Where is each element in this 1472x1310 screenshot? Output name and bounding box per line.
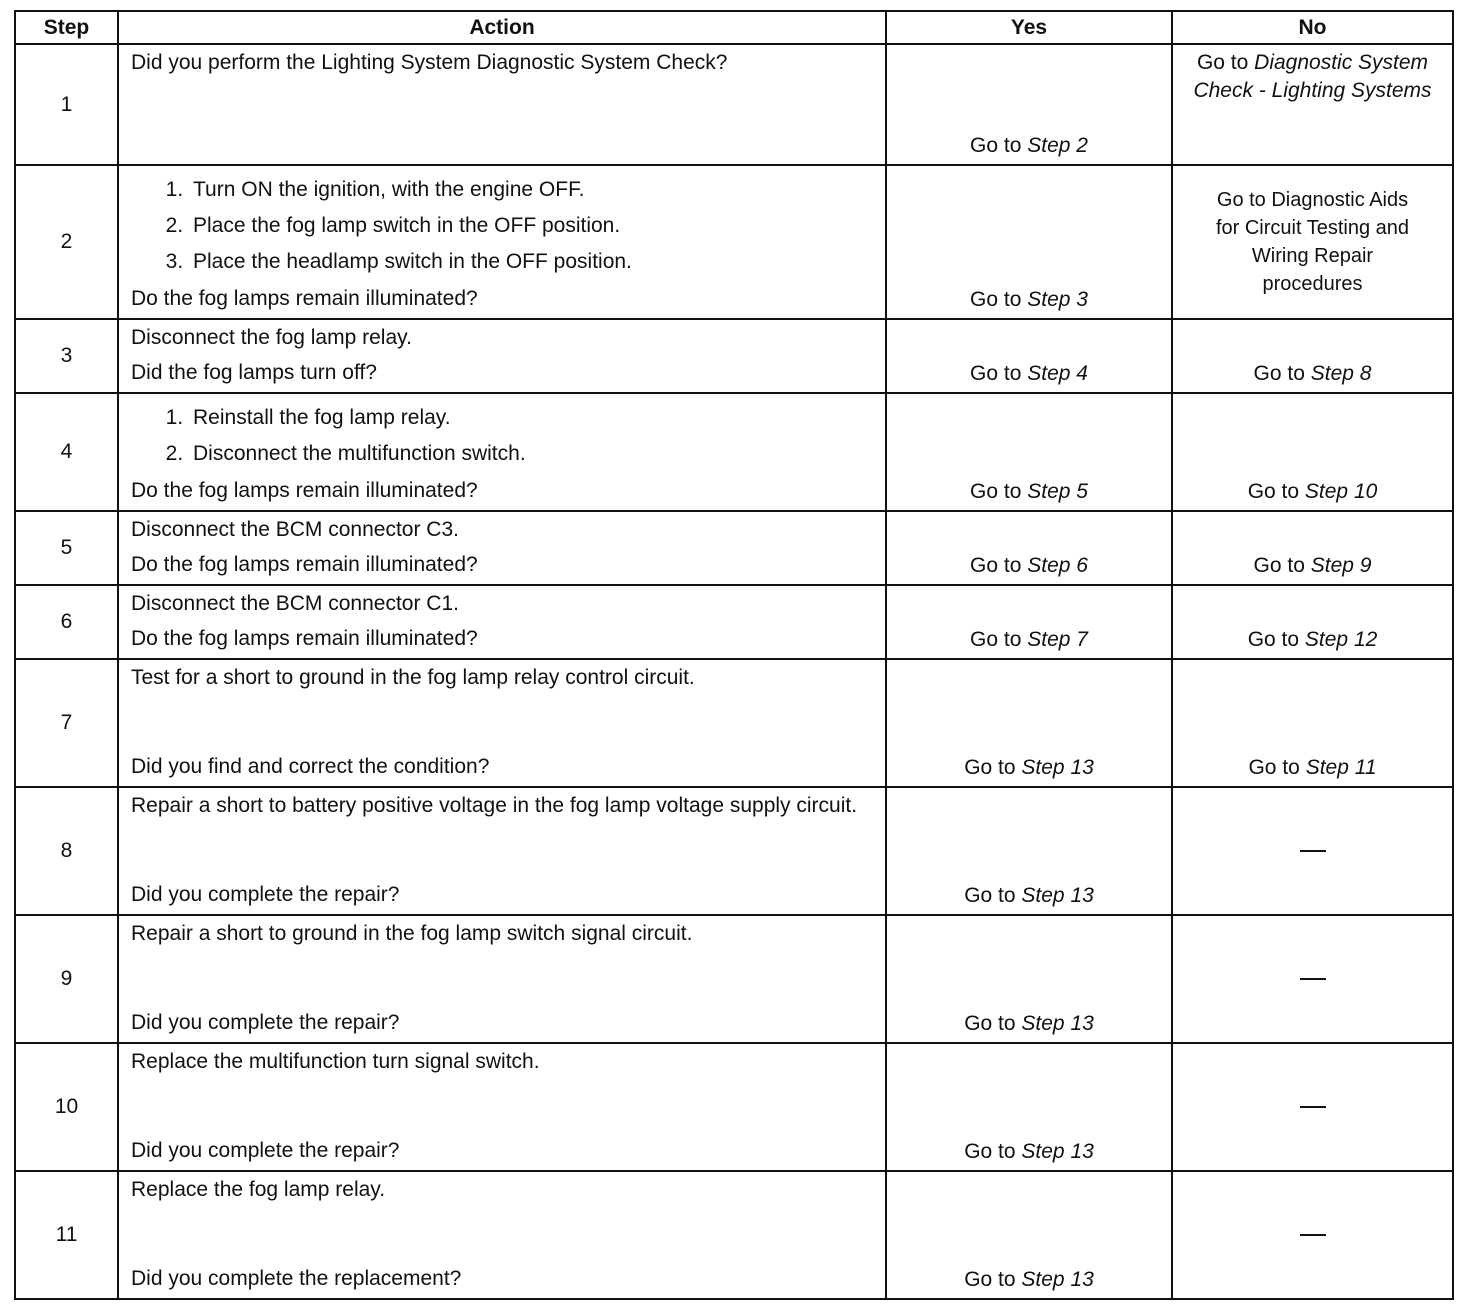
yes-target[interactable]: Go to Step 7: [970, 628, 1088, 651]
no-link: Diagnostic System Check - Lighting Systems: [1193, 51, 1432, 102]
table-row: [15, 585, 1453, 659]
action-question: Did you complete the repair?: [131, 1011, 400, 1034]
yes-step-link: Step 4: [1027, 362, 1088, 385]
no-step-link: Step 9: [1310, 554, 1372, 577]
no-cell: [1172, 319, 1453, 393]
action-text: Repair a short to battery positive voltage in the fog lamp voltage supply circuit.: [131, 794, 858, 817]
dash-mark: [1300, 850, 1326, 852]
yes-target[interactable]: Go to Step 2: [970, 134, 1088, 157]
yes-cell: [886, 659, 1172, 787]
action-question: Did you complete the replacement?: [131, 1267, 462, 1290]
action-cell: [118, 659, 886, 787]
no-step-link: Step 12: [1304, 628, 1378, 651]
header-row: [15, 11, 1453, 44]
substep: 1. Turn ON the ignition, with the engine OFF.: [189, 172, 875, 208]
dash-mark: [1300, 1234, 1326, 1236]
yes-target[interactable]: Go to Step 13: [964, 884, 1094, 907]
step-number: 3: [15, 319, 118, 393]
step-number: 7: [15, 659, 118, 787]
step-number: 11: [15, 1171, 118, 1299]
yes-step-link: Step 13: [1021, 1140, 1094, 1163]
yes-target[interactable]: Go to Step 13: [964, 1268, 1094, 1291]
yes-step-link: Step 6: [1027, 554, 1088, 577]
yes-target[interactable]: Go to Step 13: [964, 756, 1094, 779]
no-cell: [1172, 787, 1453, 915]
table-row: [15, 787, 1453, 915]
yes-cell: [886, 44, 1172, 165]
yes-step-link: Step 5: [1027, 480, 1088, 503]
action-question: Do the fog lamps remain illuminated?: [131, 479, 478, 502]
action-question: Did you find and correct the condition?: [131, 755, 490, 778]
no-target[interactable]: Go to Step 12: [1247, 628, 1378, 651]
action-text: Replace the fog lamp relay.: [131, 1178, 386, 1201]
no-dash: [1173, 788, 1452, 914]
yes-step-link: Step 3: [1027, 288, 1088, 311]
step-number: 8: [15, 787, 118, 915]
action-question: Did the fog lamps turn off?: [131, 361, 377, 384]
substep: 2. Disconnect the multifunction switch.: [189, 436, 875, 472]
header-step: Step: [15, 11, 118, 44]
step-number: 5: [15, 511, 118, 585]
yes-step-link: Step 7: [1027, 628, 1088, 651]
yes-step-link: Step 2: [1027, 134, 1088, 157]
action-cell: [118, 1171, 886, 1299]
no-step-link: Step 10: [1304, 480, 1378, 503]
yes-step-link: Step 13: [1021, 756, 1094, 779]
action-cell: [118, 1043, 886, 1171]
yes-cell: [886, 585, 1172, 659]
action-cell: [118, 511, 886, 585]
table-row: [15, 1043, 1453, 1171]
no-target[interactable]: Go to Step 9: [1253, 554, 1372, 577]
no-target[interactable]: [1173, 166, 1452, 318]
yes-target[interactable]: Go to Step 3: [970, 288, 1088, 311]
table-row: [15, 659, 1453, 787]
substep-list: [131, 172, 875, 280]
no-target[interactable]: Go to Diagnostic System Check - Lighting Systems: [1193, 51, 1432, 102]
table-row: [15, 1171, 1453, 1299]
no-cell: [1172, 1043, 1453, 1171]
yes-target[interactable]: Go to Step 13: [964, 1140, 1094, 1163]
no-target[interactable]: Go to Step 10: [1247, 480, 1378, 503]
step-number: 6: [15, 585, 118, 659]
yes-step-link: Step 13: [1021, 1268, 1094, 1291]
yes-cell: [886, 393, 1172, 511]
action-text: Disconnect the fog lamp relay.: [131, 326, 412, 349]
action-question: Did you complete the repair?: [131, 883, 400, 906]
yes-cell: [886, 915, 1172, 1043]
action-text: Repair a short to ground in the fog lamp switch signal circuit.: [131, 922, 693, 945]
no-dash: [1173, 1044, 1452, 1170]
no-step-link: Step 11: [1305, 756, 1377, 779]
header-yes: Yes: [886, 11, 1172, 44]
action-text: Did you perform the Lighting System Diagnostic System Check?: [131, 51, 728, 74]
yes-step-link: Step 13: [1021, 1012, 1094, 1035]
step-number: 2: [15, 165, 118, 319]
yes-cell: [886, 165, 1172, 319]
no-text: Go to Diagnostic Aids for Circuit Testing and Wiring Repair procedures: [1215, 189, 1410, 295]
action-cell: [118, 915, 886, 1043]
yes-target[interactable]: Go to Step 13: [964, 1012, 1094, 1035]
header-no: No: [1172, 11, 1453, 44]
substep: 2. Place the fog lamp switch in the OFF position.: [189, 208, 875, 244]
yes-cell: [886, 319, 1172, 393]
no-step-link: Step 8: [1310, 362, 1372, 385]
action-cell: [118, 393, 886, 511]
action-cell: [118, 44, 886, 165]
yes-cell: [886, 1171, 1172, 1299]
yes-cell: [886, 511, 1172, 585]
no-dash: [1173, 1172, 1452, 1298]
substep: 1. Reinstall the fog lamp relay.: [189, 400, 875, 436]
action-question: Do the fog lamps remain illuminated?: [131, 287, 478, 310]
no-cell: [1172, 511, 1453, 585]
no-cell: [1172, 659, 1453, 787]
table-row: [15, 511, 1453, 585]
action-question: Do the fog lamps remain illuminated?: [131, 627, 478, 650]
action-text: Disconnect the BCM connector C1.: [131, 592, 459, 615]
yes-cell: [886, 1043, 1172, 1171]
yes-step-link: Step 13: [1021, 884, 1094, 907]
yes-cell: [886, 787, 1172, 915]
no-cell: [1172, 915, 1453, 1043]
action-text: Disconnect the BCM connector C3.: [131, 518, 459, 541]
table-row: [15, 319, 1453, 393]
step-number: 10: [15, 1043, 118, 1171]
action-question: Did you complete the repair?: [131, 1139, 400, 1162]
step-number: 9: [15, 915, 118, 1043]
substep-list: [131, 400, 875, 472]
action-text: Test for a short to ground in the fog lamp relay control circuit.: [131, 666, 695, 689]
no-target[interactable]: Go to Step 11: [1248, 756, 1377, 779]
table-row: [15, 393, 1453, 511]
no-cell: [1172, 44, 1453, 165]
diagnostic-table: [14, 10, 1454, 1300]
yes-target[interactable]: Go to Step 4: [970, 362, 1088, 385]
dash-mark: [1300, 1106, 1326, 1108]
no-cell: [1172, 585, 1453, 659]
yes-target[interactable]: Go to Step 5: [970, 480, 1088, 503]
no-cell: [1172, 165, 1453, 319]
no-cell: [1172, 1171, 1453, 1299]
no-dash: [1173, 916, 1452, 1042]
action-text: Replace the multifunction turn signal switch.: [131, 1050, 540, 1073]
no-cell: [1172, 393, 1453, 511]
substep: 3. Place the headlamp switch in the OFF position.: [189, 244, 875, 280]
yes-target[interactable]: Go to Step 6: [970, 554, 1088, 577]
action-cell: [118, 319, 886, 393]
action-question: Do the fog lamps remain illuminated?: [131, 553, 478, 576]
step-number: 4: [15, 393, 118, 511]
table-row: [15, 915, 1453, 1043]
no-target[interactable]: Go to Step 8: [1253, 362, 1372, 385]
table-row: [15, 44, 1453, 165]
header-action: Action: [118, 11, 886, 44]
action-cell: [118, 787, 886, 915]
table-row: [15, 165, 1453, 319]
dash-mark: [1300, 978, 1326, 980]
step-number: 1: [15, 44, 118, 165]
action-cell: [118, 585, 886, 659]
action-cell: [118, 165, 886, 319]
